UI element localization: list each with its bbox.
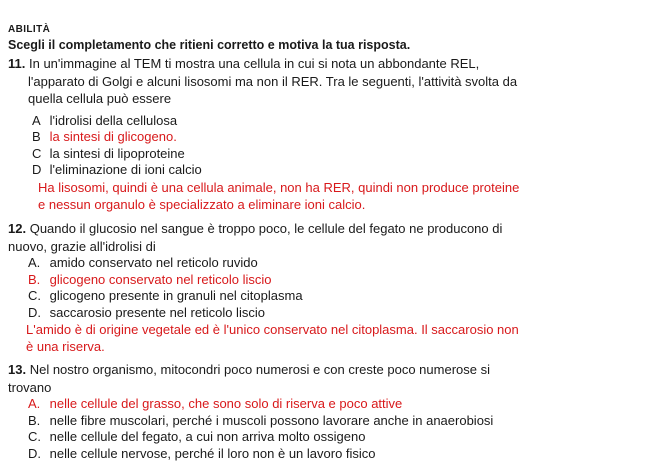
option-text: nelle fibre muscolari, perché i muscoli possono lavorare anche in anaerobiosi [49, 412, 494, 428]
option-letter: C. [28, 288, 41, 303]
option-a [28, 396, 636, 413]
options-list [32, 113, 636, 179]
option-c [32, 146, 636, 163]
option-d [32, 162, 636, 179]
option-letter: A. [28, 255, 41, 270]
question-11 [8, 55, 636, 213]
exercise-instruction: Scegli il completamento che ritieni corretto e motiva la tua risposta. [8, 38, 411, 52]
options-list [28, 255, 636, 321]
option-text-correct: nelle cellule del grasso, che sono solo di riserva e poco attive [49, 396, 403, 411]
options-list [28, 396, 636, 462]
option-letter: B. [28, 412, 41, 428]
question-12-text [8, 220, 636, 238]
option-letter: C [32, 145, 42, 161]
question-number: 11. [8, 56, 26, 71]
question-11-text [8, 55, 636, 73]
answer-line: e nessun organulo è specializzato a eliminare ioni calcio. [38, 196, 366, 212]
answer-line: Ha lisosomi, quindi è una cellula animale, non ha RER, quindi non produce proteine [38, 179, 520, 195]
option-letter: D. [28, 304, 41, 320]
option-text-correct: la sintesi di glicogeno. [49, 129, 177, 144]
question-13 [8, 361, 636, 462]
question-text-line: l'apparato di Golgi e alcuni lisosomi ma non il RER. Tra le seguenti, l'attività svolta da [28, 73, 518, 89]
option-letter: D [32, 162, 42, 177]
question-text-line: quella cellula può essere [28, 91, 172, 106]
option-text: la sintesi di lipoproteine [49, 145, 185, 161]
option-text: nelle cellule del fegato, a cui non arriva molto ossigeno [49, 429, 366, 444]
option-text-correct: glicogeno conservato nel reticolo liscio [49, 271, 272, 287]
option-letter: D. [28, 445, 41, 461]
answer-line: L'amido è di origine vegetale ed è l'unico conservato nel citoplasma. Il saccarosio non [26, 322, 519, 337]
question-12 [8, 220, 636, 355]
question-text-line: trovano [8, 379, 52, 395]
question-text-line: In un'immagine al TEM ti mostra una cellula in cui si nota un abbondante REL, [28, 56, 480, 71]
option-text: saccarosio presente nel reticolo liscio [49, 304, 265, 320]
option-d [28, 446, 636, 463]
option-letter: A [32, 112, 41, 128]
option-b [28, 272, 636, 289]
option-letter: B [32, 129, 41, 144]
option-text: glicogeno presente in granuli nel citoplasma [49, 288, 303, 303]
option-c [28, 429, 636, 446]
option-d [28, 305, 636, 322]
option-c [28, 288, 636, 305]
question-text-line: nuovo, grazie all'idrolisi di [8, 238, 156, 254]
question-number: 13. [8, 362, 27, 377]
option-a [32, 113, 636, 130]
question-text-line: Nel nostro organismo, mitocondri poco numerosi e con creste poco numerose si [29, 362, 490, 377]
option-text: l'idrolisi della cellulosa [49, 112, 178, 128]
option-b [28, 413, 636, 430]
option-letter: A. [28, 396, 41, 411]
option-text: nelle cellule nervose, perché il loro non è un lavoro fisico [49, 445, 376, 461]
section-label: ABILITÀ [8, 24, 51, 35]
question-text-line: Quando il glucosio nel sangue è troppo poco, le cellule del fegato ne producono di [29, 221, 503, 236]
option-a [28, 255, 636, 272]
handwritten-answer [26, 321, 636, 355]
handwritten-answer [38, 179, 636, 213]
option-b [32, 129, 636, 146]
question-13-text [8, 361, 636, 379]
answer-line: è una riserva. [26, 339, 105, 354]
option-letter: B. [28, 271, 41, 287]
option-text: amido conservato nel reticolo ruvido [49, 255, 258, 270]
question-number: 12. [8, 221, 27, 236]
option-letter: C. [28, 429, 41, 444]
option-text: l'eliminazione di ioni calcio [49, 162, 202, 177]
